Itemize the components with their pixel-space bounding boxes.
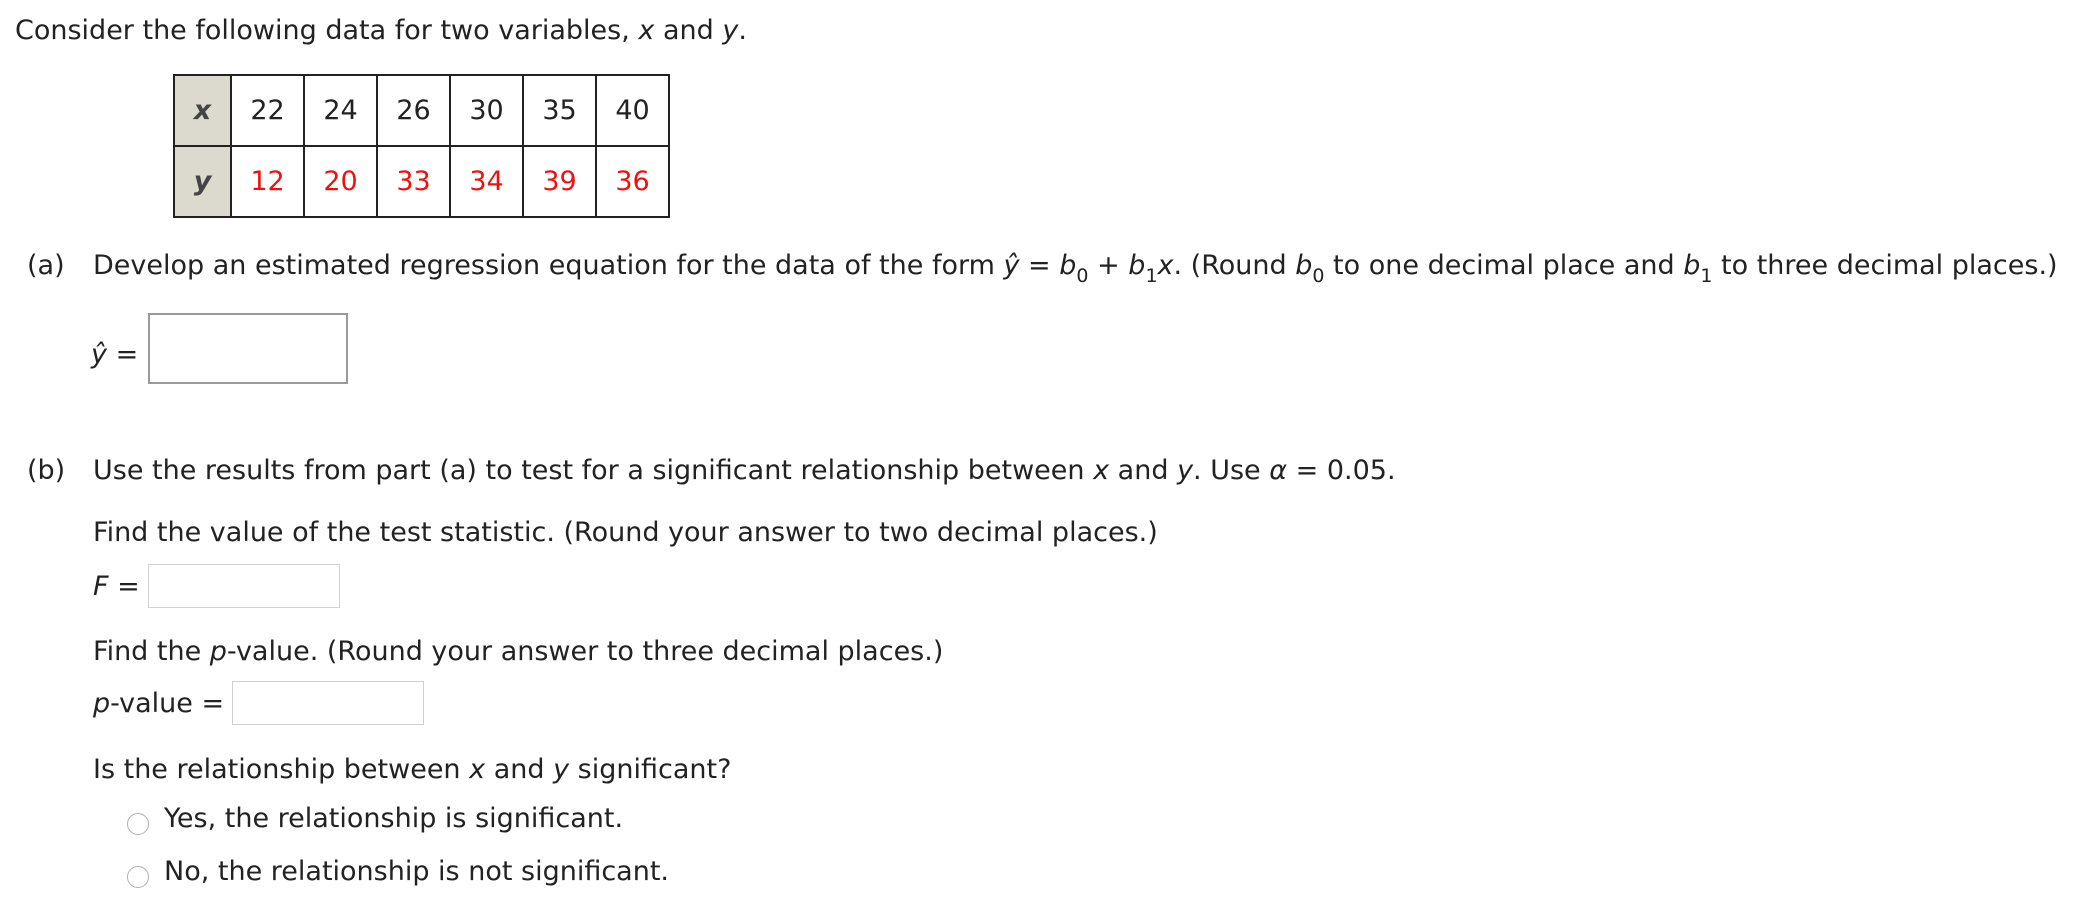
- part-a-text3: to one decimal place and: [1324, 250, 1684, 281]
- table-cell-y: 34: [450, 146, 523, 217]
- part-b-alpha: α: [1269, 455, 1288, 486]
- yhat-answer-label: [91, 338, 138, 372]
- p-prompt-var: p: [209, 636, 227, 667]
- radio-no[interactable]: [127, 866, 149, 888]
- table-cell-y: 20: [304, 146, 377, 217]
- p-label-post: -value =: [110, 688, 225, 719]
- f-var: F: [93, 571, 109, 602]
- table-cell-x: 24: [304, 75, 377, 146]
- table-cell-x: 30: [450, 75, 523, 146]
- question-y: y: [553, 754, 570, 785]
- part-a-b1-round: b: [1683, 250, 1701, 281]
- p-prompt-pre: Find the: [93, 636, 210, 667]
- yhat-answer-input[interactable]: [148, 313, 348, 384]
- part-b-label: (b): [27, 455, 66, 486]
- part-b-text2: . Use: [1193, 455, 1270, 486]
- part-b-x: x: [1093, 455, 1110, 486]
- part-a-question: [93, 249, 2058, 287]
- table-cell-y: 39: [523, 146, 596, 217]
- f-prompt: Find the value of the test statistic. (Round your answer to two decimal places.): [93, 517, 1158, 548]
- f-eq: =: [108, 571, 140, 602]
- part-a-b0-round: b: [1295, 250, 1313, 281]
- table-cell-x: 22: [231, 75, 304, 146]
- part-a-sub0: 0: [1076, 265, 1089, 287]
- yhat-eq: =: [106, 339, 139, 370]
- table-row-y: [174, 146, 669, 217]
- p-prompt-post: -value. (Round your answer to three decimal places.): [226, 636, 944, 667]
- table-row-x: [174, 75, 669, 146]
- part-a-label: (a): [27, 250, 65, 281]
- f-answer-input[interactable]: [148, 564, 340, 608]
- part-b-y: y: [1177, 455, 1194, 486]
- significance-question: [93, 753, 731, 787]
- intro-text: [15, 14, 747, 48]
- part-b-and: and: [1109, 455, 1178, 486]
- part-a-b0: b: [1059, 250, 1077, 281]
- part-a-text1: Develop an estimated regression equation for the data of the form: [93, 250, 1004, 281]
- yhat-symbol: ŷ: [91, 339, 107, 370]
- part-b-text3: = 0.05.: [1287, 455, 1396, 486]
- intro-suffix: .: [738, 15, 747, 46]
- option-yes-label[interactable]: Yes, the relationship is significant.: [164, 803, 624, 834]
- p-answer-label: [93, 687, 224, 721]
- table-header-x: x: [174, 75, 231, 146]
- question-post: significant?: [569, 754, 732, 785]
- option-no-label[interactable]: No, the relationship is not significant.: [164, 856, 670, 887]
- intro-var-y: y: [722, 15, 739, 46]
- intro-mid: and: [654, 15, 723, 46]
- part-a-yhat: ŷ: [1003, 250, 1020, 281]
- table-cell-y: 12: [231, 146, 304, 217]
- part-a-sub1: 1: [1145, 265, 1158, 287]
- table-cell-y: 33: [377, 146, 450, 217]
- p-value-answer-input[interactable]: [232, 681, 424, 725]
- part-a-eq: =: [1019, 250, 1060, 281]
- part-a-x: x: [1157, 250, 1174, 281]
- table-cell-y: 36: [596, 146, 669, 217]
- question-pre: Is the relationship between: [93, 754, 470, 785]
- part-a-sub0-round: 0: [1312, 265, 1325, 287]
- table-cell-x: 26: [377, 75, 450, 146]
- part-a-text4: to three decimal places.): [1712, 250, 2058, 281]
- p-prompt: [93, 635, 943, 669]
- part-a-text2: . (Round: [1173, 250, 1296, 281]
- table-cell-x: 40: [596, 75, 669, 146]
- intro-prefix: Consider the following data for two variables,: [15, 15, 639, 46]
- part-a-sub1-round: 1: [1700, 265, 1713, 287]
- p-var: p: [93, 688, 111, 719]
- intro-var-x: x: [638, 15, 655, 46]
- radio-yes[interactable]: [127, 813, 149, 835]
- table-cell-x: 35: [523, 75, 596, 146]
- part-a-b1: b: [1128, 250, 1146, 281]
- part-b-question: [93, 454, 1396, 488]
- question-and: and: [485, 754, 554, 785]
- question-x: x: [469, 754, 486, 785]
- f-answer-label: [93, 570, 140, 604]
- table-header-y: y: [174, 146, 231, 217]
- part-a-plus: +: [1088, 250, 1129, 281]
- part-b-text1: Use the results from part (a) to test for a significant relationship between: [93, 455, 1094, 486]
- data-table: [173, 74, 670, 218]
